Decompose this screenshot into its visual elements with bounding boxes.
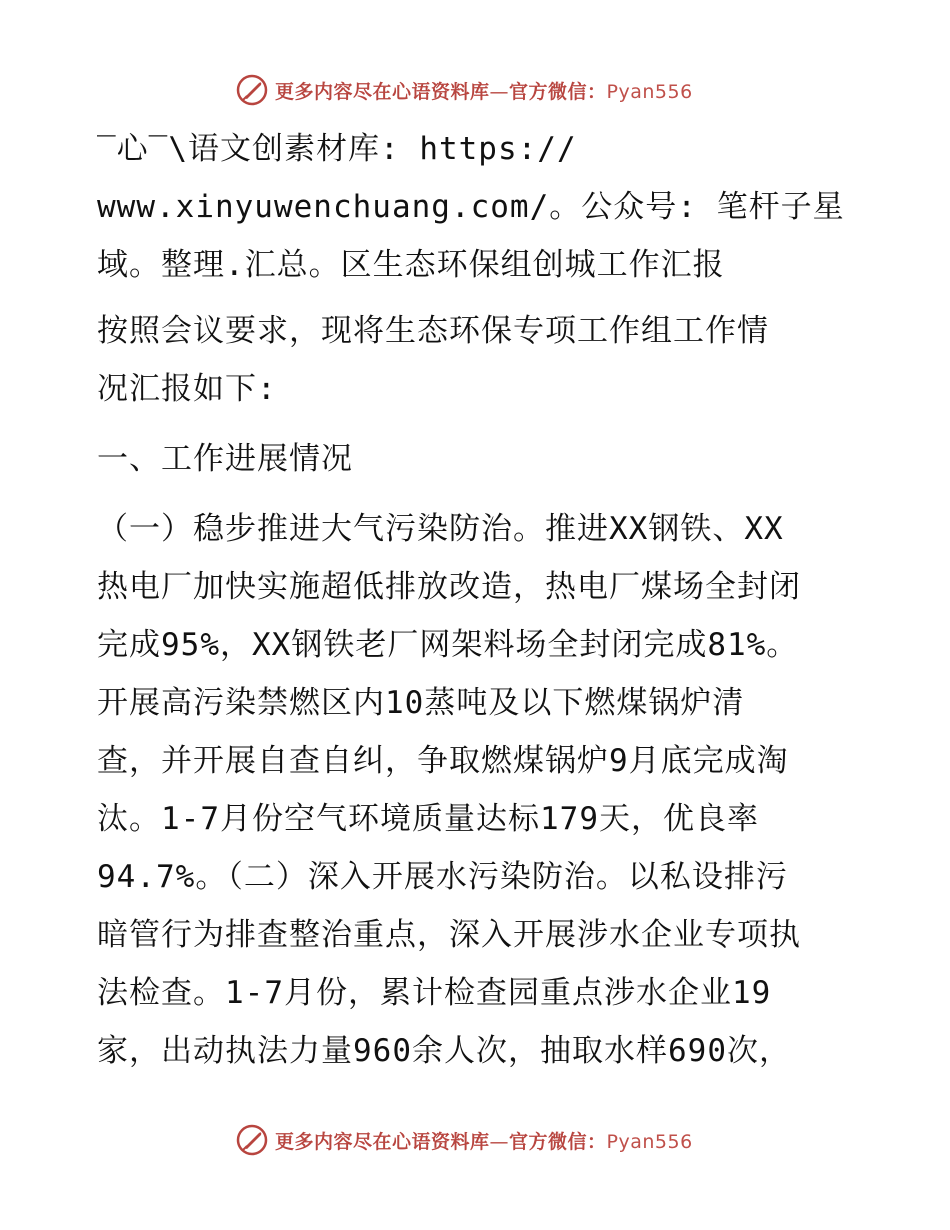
watermark-banner-top: [235, 72, 693, 108]
watermark-dash: —: [489, 80, 510, 103]
header-line: www.xinyuwenchuang.com/。公众号: 笔杆子星: [97, 189, 845, 225]
body-line: 家，出动执法力量960余人次，抽取水样690次，: [97, 1033, 791, 1069]
body-line: 汰。1-7月份空气环境质量达标179天，优良率: [97, 801, 759, 837]
body-line: 热电厂加快实施超低排放改造，热电厂煤场全封闭: [97, 569, 801, 605]
document-body: [97, 120, 857, 1080]
watermark-banner-bottom: [235, 1122, 693, 1158]
intro-line: 况汇报如下:: [97, 371, 277, 407]
body-line: 查，并开展自查自纠，争取燃煤锅炉9月底完成淘: [97, 743, 789, 779]
body-line: 94.7%。（二）深入开展水污染防治。以私设排污: [97, 859, 788, 895]
watermark-lead: 更多内容尽在心语资料库: [275, 80, 490, 103]
feather-logo-icon: [235, 1123, 269, 1157]
watermark-lead: 更多内容尽在心语资料库: [275, 1130, 490, 1153]
header-line: ‾心‾\语文创素材库: https://: [97, 131, 577, 167]
body-line: 开展高污染禁燃区内10蒸吨及以下燃煤锅炉清: [97, 685, 745, 721]
watermark-contact-label: 官方微信：: [509, 80, 607, 103]
section-heading: 一、工作进展情况: [97, 441, 353, 477]
feather-logo-icon: [235, 73, 269, 107]
watermark-dash: —: [489, 1130, 510, 1153]
watermark-text: [275, 77, 693, 104]
body-line: 暗管行为排查整治重点，深入开展涉水企业专项执: [97, 917, 801, 953]
header-line: 域。整理.汇总。区生态环保组创城工作汇报: [97, 247, 725, 283]
body-line: 完成95%，XX钢铁老厂网架料场全封闭完成81%。: [97, 627, 799, 663]
intro-line: 按照会议要求，现将生态环保专项工作组工作情: [97, 313, 769, 349]
body-line: 法检查。1-7月份，累计检查园重点涉水企业19: [97, 975, 772, 1011]
body-line: （一）稳步推进大气污染防治。推进XX钢铁、XX: [97, 511, 784, 547]
watermark-text: [275, 1127, 693, 1154]
watermark-contact-id: Pyan556: [606, 80, 693, 103]
watermark-contact-id: Pyan556: [606, 1130, 693, 1153]
watermark-contact-label: 官方微信：: [509, 1130, 607, 1153]
